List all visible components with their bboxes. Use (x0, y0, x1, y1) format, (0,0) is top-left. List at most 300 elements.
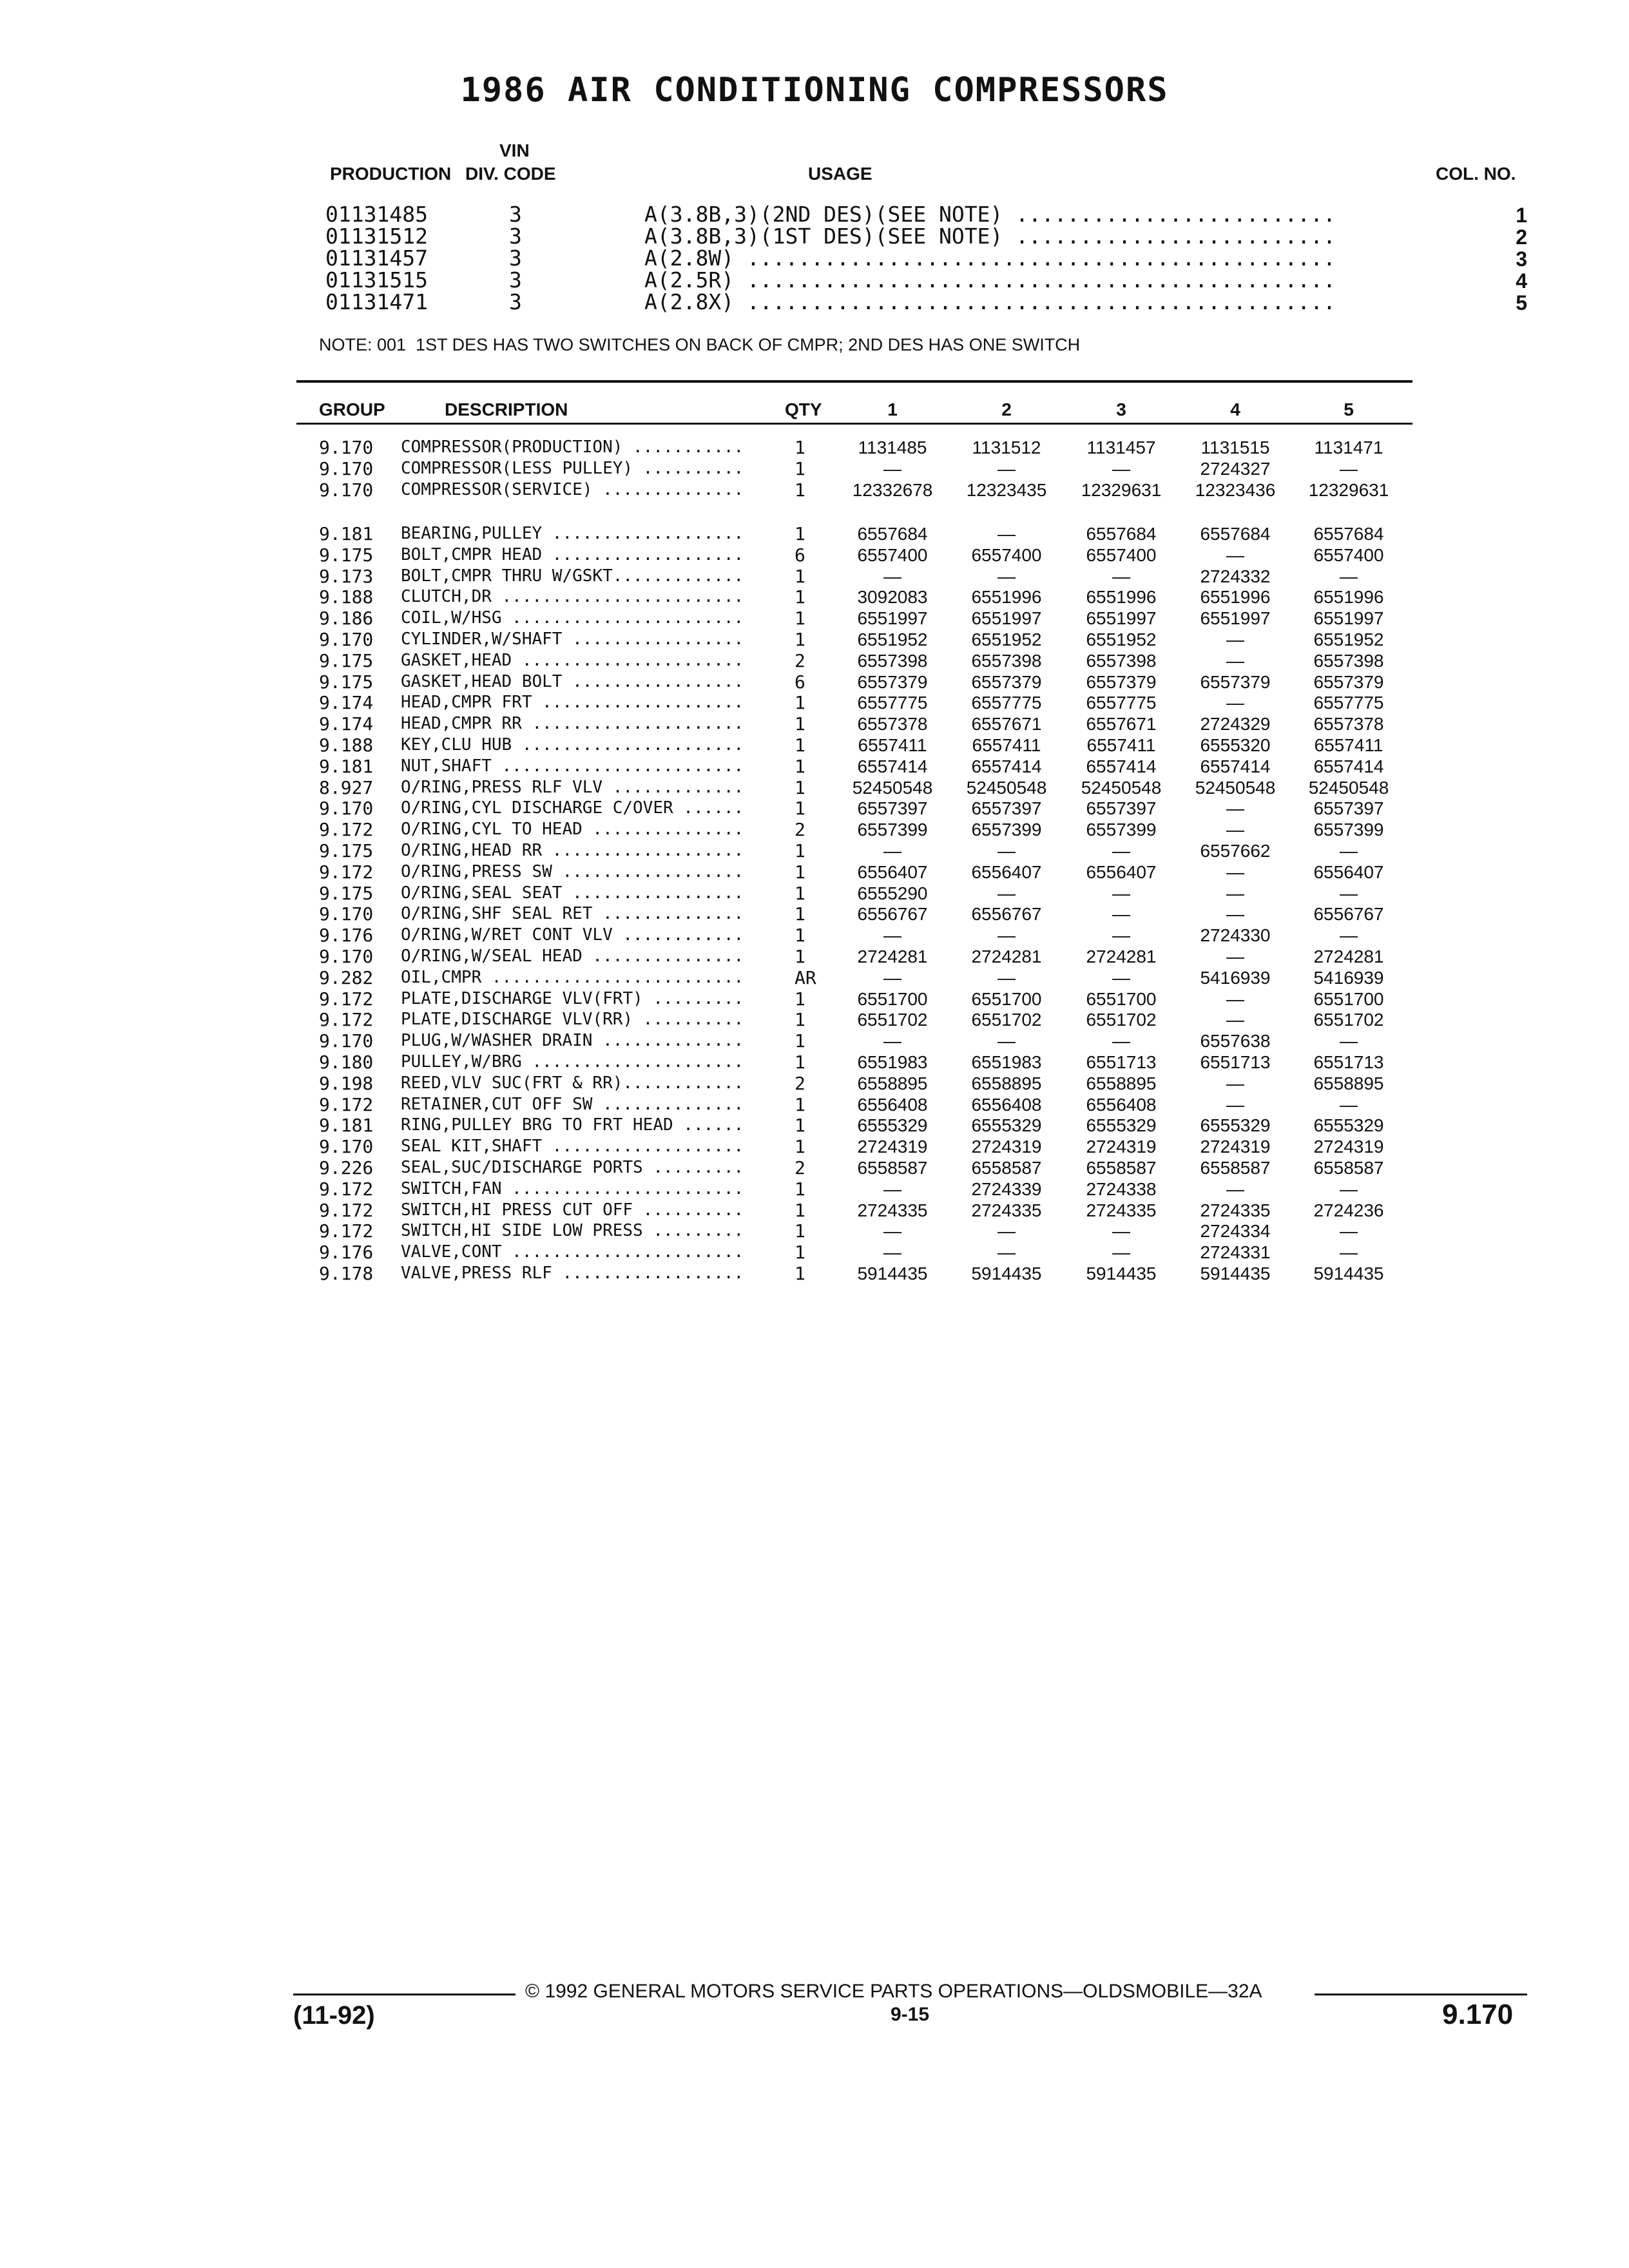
part-number-col-3: 6551952 (1086, 629, 1157, 649)
col-2-header: 2 (1001, 399, 1012, 419)
part-number-col-5: — (1340, 1221, 1358, 1242)
part-number-col-2: 6551700 (971, 988, 1042, 1009)
table-row (0, 586, 1629, 608)
part-qty: 1 (795, 1030, 805, 1052)
part-number-col-2: 6557775 (971, 693, 1042, 713)
part-number-col-1: 2724281 (857, 947, 928, 966)
part-number-col-2: 6557411 (972, 735, 1041, 755)
table-row (0, 1073, 1629, 1094)
table-row (0, 1115, 1629, 1136)
part-qty: 1 (795, 1115, 805, 1137)
part-qty: AR (795, 966, 816, 988)
part-description: SWITCH,HI SIDE LOW PRESS ......... (401, 1221, 744, 1241)
vin-header: VIN (499, 140, 530, 160)
part-number-col-1: 6551702 (857, 1010, 928, 1030)
part-number-col-2: 6557414 (971, 756, 1042, 776)
part-number-col-2: 6555329 (971, 1115, 1042, 1136)
page-title: 1986 AIR CONDITIONING COMPRESSORS (460, 71, 1169, 110)
part-description: COIL,W/HSG ....................... (401, 608, 744, 628)
part-number-col-3: 5914435 (1086, 1264, 1157, 1283)
part-qty: 1 (795, 692, 805, 714)
part-number-col-5: 6551997 (1313, 608, 1384, 629)
part-number-col-3: — (1112, 566, 1130, 586)
table-row (0, 1052, 1629, 1073)
part-number-col-4: — (1226, 1010, 1244, 1030)
part-number-col-3: 6558587 (1086, 1158, 1157, 1178)
col-5-header: 5 (1344, 399, 1354, 419)
group-number: 9.170 (319, 798, 374, 820)
part-number-col-4: — (1226, 1178, 1244, 1199)
part-number-col-3: — (1112, 904, 1130, 925)
usage-header: USAGE (808, 164, 872, 184)
part-number-col-5: — (1340, 1094, 1358, 1115)
group-number: 9.174 (319, 692, 374, 714)
production-number: 01131485 (325, 202, 428, 227)
part-number-col-4: 2724329 (1200, 714, 1271, 735)
part-number-col-5: 12329631 (1308, 479, 1389, 500)
part-qty: 1 (795, 925, 805, 947)
part-number-col-2: — (998, 1242, 1016, 1263)
part-qty: 1 (795, 1199, 805, 1221)
page-number: 9-15 (891, 2004, 930, 2025)
part-number-col-2: 6551983 (971, 1052, 1042, 1072)
part-number-col-1: 6555329 (857, 1115, 928, 1136)
part-description: PLUG,W/WASHER DRAIN .............. (401, 1031, 744, 1051)
part-number-col-1: 6557398 (857, 650, 928, 671)
group-number: 9.178 (319, 1263, 374, 1284)
part-number-col-4: 1131515 (1200, 437, 1270, 457)
group-number: 9.170 (319, 437, 374, 458)
part-number-col-5: 6556407 (1313, 861, 1384, 882)
part-number-col-3: 6556408 (1086, 1094, 1157, 1115)
part-number-col-5: — (1340, 925, 1358, 946)
part-number-col-4: — (1226, 988, 1244, 1009)
part-number-col-4: — (1226, 544, 1244, 565)
part-number-col-5: 6558895 (1313, 1073, 1384, 1093)
part-number-col-4: — (1226, 947, 1244, 966)
group-number: 9.188 (319, 735, 374, 756)
group-number: 9.175 (319, 649, 374, 671)
part-description: SWITCH,HI PRESS CUT OFF .......... (401, 1200, 744, 1220)
part-number-col-3: — (1112, 1242, 1130, 1263)
table-row (0, 1136, 1629, 1157)
part-description: BOLT,CMPR HEAD ................... (401, 544, 744, 564)
group-number: 9.176 (319, 925, 374, 947)
part-number-col-4: 5914435 (1200, 1264, 1271, 1283)
part-number-col-2: 6551997 (971, 608, 1042, 629)
part-description: O/RING,CYL TO HEAD ............... (401, 820, 744, 840)
part-number-col-5: 1131471 (1314, 437, 1383, 457)
part-number-col-1: 6556407 (857, 861, 928, 882)
part-number-col-4: 6557379 (1200, 671, 1271, 692)
part-number-col-1: 6557684 (857, 524, 928, 544)
part-number-col-1: 12332678 (852, 479, 933, 500)
table-row (0, 629, 1629, 650)
part-number-col-3: 6557397 (1086, 798, 1157, 819)
part-number-col-1: 6557378 (857, 714, 928, 735)
part-qty: 1 (795, 1242, 805, 1264)
group-header: GROUP (319, 399, 385, 419)
part-number-col-5: 2724281 (1313, 947, 1384, 966)
part-description: KEY,CLU HUB ...................... (401, 735, 744, 754)
part-number-col-2: 6551996 (971, 587, 1042, 608)
usage-text: A(2.8W) .............................................. (644, 247, 1336, 269)
part-qty: 1 (795, 840, 805, 861)
part-number-col-1: 6557400 (857, 544, 928, 565)
part-number-col-3: 6557400 (1086, 544, 1157, 565)
part-description: VALVE,CONT ....................... (401, 1242, 744, 1262)
table-row (0, 798, 1629, 819)
part-description: O/RING,PRESS RLF VLV ............. (401, 777, 744, 797)
part-description: BOLT,CMPR THRU W/GSKT............. (401, 566, 744, 586)
group-number: 9.175 (319, 544, 374, 566)
part-description: O/RING,PRESS SW .................. (401, 861, 744, 881)
part-description: PULLEY,W/BRG ..................... (401, 1052, 744, 1072)
part-qty: 1 (795, 457, 805, 479)
part-number-col-5: — (1340, 883, 1358, 903)
part-number-col-4: 6555320 (1200, 735, 1271, 755)
part-number-col-5: 6556767 (1313, 904, 1384, 925)
part-number-col-2: 6557398 (971, 650, 1042, 671)
part-qty: 1 (795, 946, 805, 967)
part-qty: 1 (795, 903, 805, 925)
part-number-col-3: — (1112, 1221, 1130, 1242)
table-row (0, 777, 1629, 798)
section-number: 9.170 (1442, 1999, 1514, 2030)
footer-left-rule (293, 1994, 516, 1995)
part-number-col-5: 6551713 (1313, 1052, 1384, 1072)
part-number-col-2: 6557397 (971, 798, 1042, 819)
part-number-col-1: 6556767 (857, 904, 928, 925)
group-number: 9.170 (319, 1030, 374, 1052)
table-row (0, 566, 1629, 587)
part-number-col-5: 6557684 (1313, 524, 1384, 544)
part-number-col-2: — (998, 925, 1016, 946)
part-description: CYLINDER,W/SHAFT ................. (401, 629, 744, 649)
table-row (0, 1178, 1629, 1200)
div-code: 3 (509, 245, 522, 271)
group-number: 9.198 (319, 1072, 374, 1094)
part-number-col-3: 6551713 (1086, 1052, 1157, 1072)
table-row (0, 608, 1629, 629)
group-number: 9.181 (319, 523, 374, 544)
table-row (0, 861, 1629, 883)
table-row (0, 967, 1629, 988)
table-row (0, 1242, 1629, 1263)
part-number-col-5: — (1340, 1178, 1358, 1199)
table-row (0, 883, 1629, 904)
part-number-col-1: — (883, 925, 901, 946)
part-number-col-2: — (998, 566, 1016, 586)
part-number-col-4: 6551997 (1200, 608, 1271, 629)
part-number-col-4: 2724332 (1200, 566, 1271, 586)
usage-text: A(3.8B,3)(2ND DES)(SEE NOTE) ......................... (644, 204, 1336, 226)
part-number-col-1: 52450548 (852, 777, 933, 798)
part-description: COMPRESSOR(SERVICE) .............. (401, 479, 744, 499)
part-qty: 6 (795, 544, 805, 566)
group-number: 9.172 (319, 819, 374, 841)
part-number-col-5: 6551952 (1313, 629, 1384, 649)
qty-header: QTY (785, 399, 822, 419)
part-description: CLUTCH,DR ........................ (401, 587, 744, 607)
part-number-col-1: — (883, 1178, 901, 1199)
part-description: GASKET,HEAD ...................... (401, 650, 744, 670)
div-code-header: DIV. CODE (465, 164, 556, 184)
col-no-header: COL. NO. (1436, 164, 1516, 184)
part-number-col-2: 6558895 (971, 1073, 1042, 1093)
part-number-col-5: 6551700 (1313, 988, 1384, 1009)
part-number-col-1: — (883, 967, 901, 988)
part-number-col-2: 5914435 (971, 1264, 1042, 1283)
production-number: 01131457 (325, 245, 428, 271)
group-number: 9.170 (319, 457, 374, 479)
part-qty: 1 (795, 1263, 805, 1284)
part-number-col-3: 6557411 (1086, 735, 1156, 755)
part-number-col-4: 6557638 (1200, 1031, 1271, 1052)
part-number-col-4: — (1226, 883, 1244, 903)
group-number: 9.172 (319, 861, 374, 883)
part-number-col-3: 6551700 (1086, 988, 1157, 1009)
usage-text: A(3.8B,3)(1ST DES)(SEE NOTE) ......................... (644, 226, 1336, 247)
part-qty: 1 (795, 1093, 805, 1115)
part-number-col-4: 2724327 (1200, 458, 1271, 479)
part-number-col-5: 2724236 (1313, 1200, 1384, 1220)
part-number-col-3: 6556407 (1086, 861, 1157, 882)
group-number: 9.172 (319, 988, 374, 1010)
part-number-col-5: 52450548 (1308, 777, 1389, 798)
part-number-col-2: 2724339 (971, 1178, 1042, 1199)
part-qty: 1 (795, 1009, 805, 1031)
note-text: NOTE: 001 1ST DES HAS TWO SWITCHES ON BACK OF CMPR; 2ND DES HAS ONE SWITCH (319, 335, 1081, 354)
production-number: 01131512 (325, 224, 428, 249)
part-number-col-2: 6551952 (971, 629, 1042, 649)
part-number-col-5: 6557775 (1313, 693, 1384, 713)
part-description: O/RING,SHF SEAL RET .............. (401, 904, 744, 924)
part-description: REED,VLV SUC(FRT & RR)............ (401, 1073, 744, 1093)
part-number-col-4: 6557414 (1200, 756, 1271, 776)
part-number-col-3: 6557671 (1086, 714, 1157, 735)
part-number-col-2: 6558587 (971, 1158, 1042, 1178)
part-number-col-2: — (998, 841, 1016, 861)
part-qty: 2 (795, 1072, 805, 1094)
part-qty: 1 (795, 1136, 805, 1158)
part-number-col-1: 2724335 (857, 1200, 928, 1220)
part-number-col-1: 6557379 (857, 671, 928, 692)
table-row (0, 925, 1629, 946)
part-description: O/RING,W/RET CONT VLV ............ (401, 925, 744, 945)
table-row (0, 713, 1629, 735)
div-code: 3 (509, 267, 522, 293)
part-number-col-4: 6551996 (1200, 587, 1271, 608)
part-number-col-3: 12329631 (1081, 479, 1162, 500)
part-number-col-1: 6557414 (857, 756, 928, 776)
part-description: GASKET,HEAD BOLT ................. (401, 671, 744, 691)
part-number-col-2: 2724335 (971, 1200, 1042, 1220)
part-number-col-3: — (1112, 1031, 1130, 1052)
part-qty: 1 (795, 523, 805, 544)
group-number: 9.175 (319, 671, 374, 693)
part-qty: 1 (795, 988, 805, 1010)
group-number: 9.170 (319, 946, 374, 967)
part-number-col-5: 2724319 (1313, 1137, 1384, 1157)
part-qty: 1 (795, 565, 805, 587)
part-number-col-1: 6557775 (857, 693, 928, 713)
col-number: 4 (1516, 269, 1527, 293)
table-row (0, 437, 1629, 458)
part-number-col-2: 6556408 (971, 1094, 1042, 1115)
group-number: 9.172 (319, 1220, 374, 1242)
table-row (0, 903, 1629, 925)
part-number-col-5: 6557411 (1314, 735, 1383, 755)
part-qty: 1 (795, 629, 805, 650)
part-qty: 1 (795, 586, 805, 608)
part-number-col-3: 52450548 (1081, 777, 1162, 798)
part-number-col-1: 6558895 (857, 1073, 928, 1093)
part-number-col-2: 6551702 (971, 1010, 1042, 1030)
footer-date: (11-92) (293, 2001, 375, 2030)
part-number-col-5: — (1340, 1031, 1358, 1052)
part-number-col-2: 1131512 (972, 437, 1041, 457)
part-number-col-2: — (998, 967, 1016, 988)
part-description: VALVE,PRESS RLF .................. (401, 1264, 744, 1283)
part-number-col-1: 1131485 (858, 437, 927, 457)
part-number-col-2: 2724319 (971, 1137, 1042, 1157)
table-row (0, 1009, 1629, 1030)
part-number-col-1: 6551952 (857, 629, 928, 649)
part-number-col-5: 6557378 (1313, 714, 1384, 735)
part-number-col-2: 6557379 (971, 671, 1042, 692)
table-row (0, 735, 1629, 756)
usage-text: A(2.8X) .............................................. (644, 291, 1336, 313)
production-number: 01131515 (325, 267, 428, 293)
group-number: 9.226 (319, 1157, 374, 1178)
table-row (0, 1094, 1629, 1115)
col-number: 1 (1516, 204, 1527, 227)
part-number-col-4: — (1226, 629, 1244, 649)
part-number-col-3: 6557399 (1086, 820, 1157, 840)
part-number-col-3: 2724319 (1086, 1137, 1157, 1157)
table-row (0, 523, 1629, 544)
group-number: 9.175 (319, 840, 374, 861)
table-row (0, 1200, 1629, 1221)
table-row (0, 756, 1629, 777)
part-number-col-5: — (1340, 566, 1358, 586)
part-number-col-2: — (998, 883, 1016, 903)
part-number-col-4: 5416939 (1200, 967, 1271, 988)
part-number-col-5: 6557400 (1313, 544, 1384, 565)
group-number: 9.186 (319, 608, 374, 629)
part-description: RETAINER,CUT OFF SW .............. (401, 1094, 744, 1114)
col-3-header: 3 (1116, 399, 1126, 419)
part-qty: 1 (795, 713, 805, 735)
part-qty: 1 (795, 1052, 805, 1073)
part-number-col-5: 6557399 (1313, 820, 1384, 840)
group-number: 9.170 (319, 1136, 374, 1158)
part-number-col-1: — (883, 1221, 901, 1242)
group-number: 8.927 (319, 776, 374, 798)
part-description: NUT,SHAFT ........................ (401, 756, 744, 776)
group-number: 9.172 (319, 1093, 374, 1115)
part-number-col-2: — (998, 458, 1016, 479)
group-number: 9.282 (319, 966, 374, 988)
part-number-col-1: 6557399 (857, 820, 928, 840)
part-number-col-1: 3092083 (857, 587, 928, 608)
table-row (0, 1263, 1629, 1284)
group-number: 9.176 (319, 1242, 374, 1264)
description-header: DESCRIPTION (445, 399, 568, 419)
group-number: 9.172 (319, 1178, 374, 1200)
part-number-col-3: 2724338 (1086, 1178, 1157, 1199)
table-row (0, 692, 1629, 713)
part-qty: 1 (795, 882, 805, 904)
part-qty: 1 (795, 798, 805, 820)
part-number-col-4: 12323436 (1195, 479, 1276, 500)
col-1-header: 1 (887, 399, 898, 419)
part-number-col-4: — (1226, 861, 1244, 882)
part-number-col-3: — (1112, 841, 1130, 861)
part-number-col-2: 52450548 (966, 777, 1047, 798)
part-qty: 1 (795, 755, 805, 777)
part-number-col-1: — (883, 566, 901, 586)
part-number-col-1: 6556408 (857, 1094, 928, 1115)
part-description: HEAD,CMPR FRT .................... (401, 693, 744, 713)
part-number-col-4: 6555329 (1200, 1115, 1271, 1136)
part-number-col-5: 5416939 (1313, 967, 1384, 988)
table-row (0, 671, 1629, 693)
part-number-col-5: 6557414 (1313, 756, 1384, 776)
part-number-col-3: — (1112, 883, 1130, 903)
part-number-col-1: — (883, 1242, 901, 1263)
part-number-col-1: 6558587 (857, 1158, 928, 1178)
table-row (0, 650, 1629, 671)
table-row (0, 946, 1629, 967)
div-code: 3 (509, 289, 522, 314)
part-number-col-2: 6557400 (971, 544, 1042, 565)
part-number-col-3: 6557398 (1086, 650, 1157, 671)
table-row (0, 988, 1629, 1010)
part-qty: 1 (795, 776, 805, 798)
div-code: 3 (509, 224, 522, 249)
part-number-col-4: 2724330 (1200, 925, 1271, 946)
col-number: 3 (1516, 247, 1527, 271)
footer-right-rule (1315, 1994, 1527, 1995)
group-number: 9.172 (319, 1009, 374, 1031)
col-4-header: 4 (1230, 399, 1240, 419)
group-number: 9.170 (319, 629, 374, 650)
copyright-text: © 1992 GENERAL MOTORS SERVICE PARTS OPERATIONS—OLDSMOBILE—32A (525, 1981, 1262, 2002)
table-row (0, 544, 1629, 566)
production-number: 01131471 (325, 289, 428, 314)
part-number-col-5: 6557398 (1313, 650, 1384, 671)
part-number-col-3: — (1112, 967, 1130, 988)
part-number-col-4: — (1226, 904, 1244, 925)
table-top-rule (296, 380, 1412, 383)
group-number: 9.181 (319, 1115, 374, 1137)
part-number-col-4: — (1226, 693, 1244, 713)
part-number-col-4: — (1226, 1073, 1244, 1093)
part-description: O/RING,SEAL SEAT ................. (401, 883, 744, 903)
part-description: OIL,CMPR ......................... (401, 967, 744, 987)
part-number-col-3: 1131457 (1086, 437, 1156, 457)
table-row (0, 479, 1629, 501)
part-number-col-4: — (1226, 798, 1244, 819)
part-number-col-3: 6558895 (1086, 1073, 1157, 1093)
part-number-col-1: — (883, 458, 901, 479)
part-number-col-1: 6555290 (857, 883, 928, 903)
part-description: COMPRESSOR(LESS PULLEY) .......... (401, 458, 744, 478)
part-number-col-5: 6551702 (1313, 1010, 1384, 1030)
part-number-col-4: — (1226, 820, 1244, 840)
